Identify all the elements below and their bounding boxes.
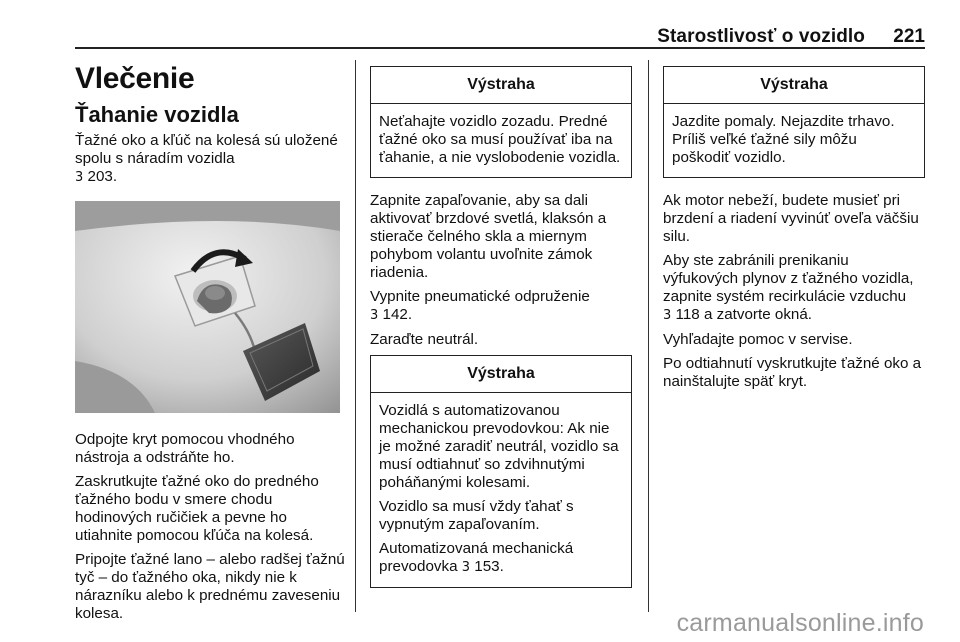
warning-text-3-reference: 153.: [474, 558, 504, 575]
watermark: carmanualsonline.info: [676, 609, 924, 637]
warning-text-1: Vozidlá s automatizovanou mechanickou prevodovkou: Ak nie je možné zaradiť neutrál, vozidlo sa musí odtiahnuť so zdvihnutými poháňanými kolesami.: [379, 402, 619, 491]
warning-title: Výstraha: [664, 67, 924, 104]
warning-box-3: [663, 66, 925, 178]
paragraph-2: [370, 288, 632, 325]
chapter-title: Starostlivosť o vozidlo: [657, 26, 865, 47]
warning-text-3-body: Automatizovaná mechanická prevodovka: [379, 540, 574, 575]
towing-eye-illustration: [75, 201, 340, 413]
paragraph-1: Odpojte kryt pomocou vhodného nástroja a odstráňte ho.: [75, 431, 295, 466]
warning-body: [664, 104, 924, 177]
page-number: 221: [893, 26, 925, 47]
reference-arrow-icon: 3: [461, 560, 471, 575]
warning-box-1: [370, 66, 632, 178]
intro-paragraph: [75, 132, 345, 187]
reference-arrow-icon: 3: [663, 308, 672, 323]
paragraph-2: [663, 252, 925, 325]
paragraph-2-reference: 118: [675, 306, 700, 323]
warning-box-2: [370, 355, 632, 588]
column-divider-1: [355, 60, 356, 612]
warning-text: Neťahajte vozidlo zozadu. Predné ťažné oko sa musí používať iba na ťahanie, a nie vyslobodenie vozidla.: [379, 113, 621, 166]
intro-text: Ťažné oko a kľúč na kolesá sú uložené spolu s náradím vozidla: [75, 132, 338, 167]
paragraph-2-reference: 142.: [382, 306, 413, 323]
warning-title: Výstraha: [371, 67, 631, 104]
paragraph-1: Zapnite zapaľovanie, aby sa dali aktivovať brzdové svetlá, klaksón a stierače čelného skla a miernym pohybom volantu uvoľnite zámok riadenia.: [370, 192, 607, 281]
paragraph-4: Po odtiahnutí vyskrutkujte ťažné oko a nainštalujte späť kryt.: [663, 355, 922, 390]
reference-arrow-icon: 3: [370, 308, 379, 323]
paragraph-2-tail: a zatvorte okná.: [703, 306, 813, 323]
warning-text-3: [379, 540, 625, 577]
subsection-title: Ťahanie vozidla: [75, 102, 239, 127]
paragraph-3: Zaraďte neutrál.: [370, 331, 479, 348]
paragraph-2: Zaskrutkujte ťažné oko do predného ťažného bodu v smere chodu hodinových ručičiek a pevne ho utiahnite pomocou kľúča na kolesá.: [75, 473, 319, 544]
warning-title: Výstraha: [371, 356, 631, 393]
column-2: [370, 66, 632, 602]
column-1: [75, 62, 345, 629]
warning-body: [371, 104, 631, 177]
column-3: [663, 66, 925, 397]
warning-text-2: Vozidlo sa musí vždy ťahať s vypnutým zapaľovaním.: [379, 498, 574, 533]
warning-text: Jazdite pomaly. Nejazdite trhavo. Príliš veľké ťažné sily môžu poškodiť vozidlo.: [672, 113, 895, 166]
reference-arrow-icon: 3: [75, 170, 84, 185]
paragraph-2-text: Aby ste zabránili prenikaniu výfukových plynov z ťažného vozidla, zapnite systém recirkulácie vzduchu: [663, 252, 914, 305]
warning-body: [371, 393, 631, 587]
section-title: Vlečenie: [75, 62, 195, 95]
header-divider: [75, 47, 925, 49]
paragraph-3: Vyhľadajte pomoc v servise.: [663, 331, 853, 348]
column-divider-2: [648, 60, 649, 612]
paragraph-3: Pripojte ťažné lano – alebo radšej ťažnú tyč – do ťažného oka, nikdy nie k nárazníku alebo k prednému zaveseniu kolesa.: [75, 551, 345, 622]
paragraph-2-text: Vypnite pneumatické odpruženie: [370, 288, 590, 305]
paragraph-1: Ak motor nebeží, budete musieť pri brzdení a riadení vyvinúť oveľa väčšiu silu.: [663, 192, 919, 245]
intro-reference: 203.: [87, 168, 118, 185]
